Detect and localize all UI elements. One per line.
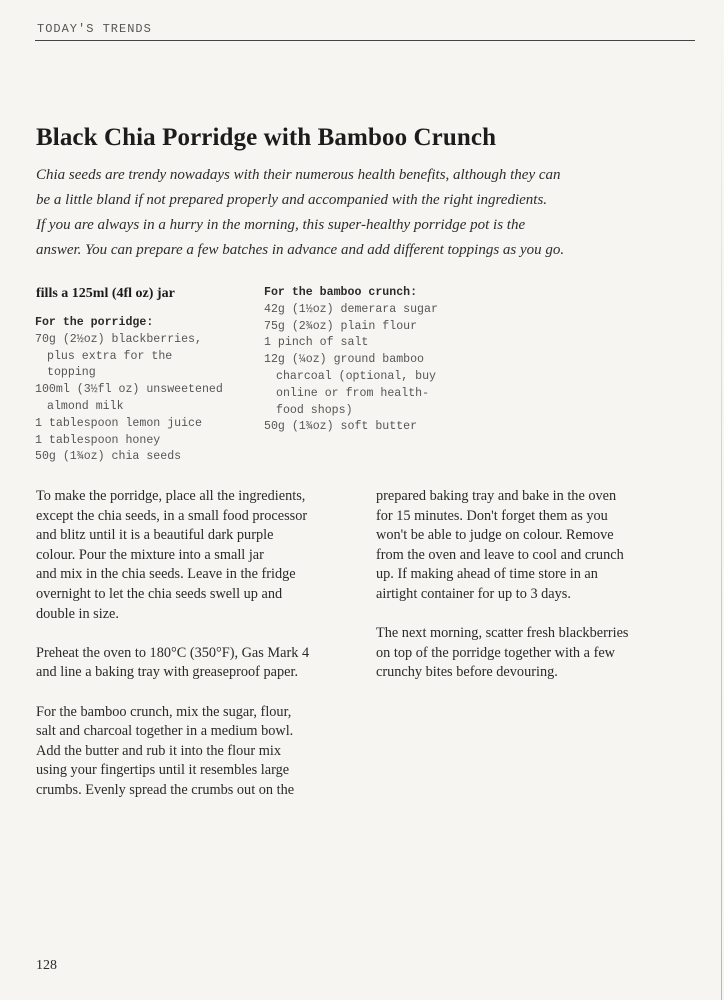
method-line: crunchy bites before devouring. (376, 664, 558, 681)
ingredient-line: 42g (1½oz) demerara sugar (264, 302, 438, 316)
method-line: prepared baking tray and bake in the oven (376, 488, 617, 504)
method-line: overnight to let the chia seeds swell up and (36, 585, 283, 602)
method-paragraph (376, 487, 696, 605)
method-line: for 15 minutes. Don't forget them as you (376, 507, 608, 524)
intro-line: If you are always in a hurry in the morning, this super-healthy porridge pot is the (36, 217, 526, 233)
method-line: and mix in the chia seeds. Leave in the fridge (36, 566, 296, 583)
ingredient-line: almond milk (47, 399, 124, 413)
recipe-yield: fills a 125ml (4fl oz) jar (36, 286, 175, 301)
method-line: For the bamboo crunch, mix the sugar, flour, (36, 703, 292, 720)
ingredient-line: 70g (2½oz) blackberries, (35, 332, 202, 346)
ingredient-line: 50g (1¾oz) chia seeds (35, 450, 182, 464)
intro-line: be a little bland if not prepared properly and accompanied with the right ingredients. (36, 192, 548, 208)
method-line: on top of the porridge together with a few (376, 644, 616, 661)
method-line: colour. Pour the mixture into a small jar (36, 546, 264, 563)
porridge-ingredients (35, 315, 250, 466)
ingredient-line: 12g (¼oz) ground bamboo (264, 353, 425, 367)
ingredient-line: 50g (1¾oz) soft butter (264, 420, 418, 434)
page-number: 128 (36, 958, 57, 973)
method-line: except the chia seeds, in a small food processor (36, 507, 308, 524)
method-paragraph (376, 624, 696, 683)
method-line: salt and charcoal together in a medium bowl. (36, 723, 294, 740)
method-paragraph (36, 644, 356, 683)
method-line: crumbs. Evenly spread the crumbs out on the (36, 781, 295, 798)
method-line: airtight container for up to 3 days. (376, 585, 571, 602)
intro-line: Chia seeds are trendy nowadays with their numerous health benefits, although they can (36, 167, 561, 183)
ingredient-line: 75g (2¾oz) plain flour (264, 319, 418, 333)
method-line: To make the porridge, place all the ingredients, (36, 488, 306, 504)
ingredient-line: 1 tablespoon lemon juice (35, 416, 202, 430)
method-column-right (376, 487, 696, 683)
porridge-heading: For the porridge: (35, 316, 154, 329)
ingredient-line: plus extra for the (47, 349, 173, 363)
ingredient-line: 100ml (3½fl oz) unsweetened (35, 383, 223, 397)
method-line: double in size. (36, 605, 119, 622)
method-line: from the oven and leave to cool and crunch (376, 546, 624, 563)
header-rule (35, 40, 695, 41)
ingredient-line: online or from health- (276, 386, 430, 400)
method-line: and line a baking tray with greaseproof paper. (36, 664, 299, 681)
intro-line: answer. You can prepare a few batches in advance and add different toppings as you go. (36, 242, 565, 258)
method-line: The next morning, scatter fresh blackberries (376, 625, 629, 642)
method-line: Preheat the oven to 180°C (350°F), Gas Mark 4 (36, 644, 310, 661)
method-paragraph (36, 703, 356, 801)
ingredient-line: 1 tablespoon honey (35, 433, 161, 447)
crunch-ingredients (264, 285, 479, 436)
running-head: TODAY'S TRENDS (37, 22, 152, 36)
method-line: and blitz until it is a beautiful dark purple (36, 527, 274, 544)
ingredient-line: food shops) (276, 403, 353, 417)
page-edge-shadow (721, 0, 722, 1000)
ingredient-line: charcoal (optional, buy (276, 369, 437, 383)
method-line: Add the butter and rub it into the flour mix (36, 742, 281, 759)
recipe-title: Black Chia Porridge with Bamboo Crunch (36, 124, 497, 151)
method-line: using your fingertips until it resembles large (36, 762, 290, 779)
crunch-heading: For the bamboo crunch: (264, 286, 418, 299)
method-paragraph (36, 487, 356, 624)
method-line: up. If making ahead of time store in an (376, 566, 598, 583)
ingredient-line: topping (47, 366, 96, 380)
ingredient-line: 1 pinch of salt (264, 336, 369, 350)
recipe-intro (36, 163, 596, 263)
method-column-left (36, 487, 356, 801)
method-line: won't be able to judge on colour. Remove (376, 527, 614, 544)
